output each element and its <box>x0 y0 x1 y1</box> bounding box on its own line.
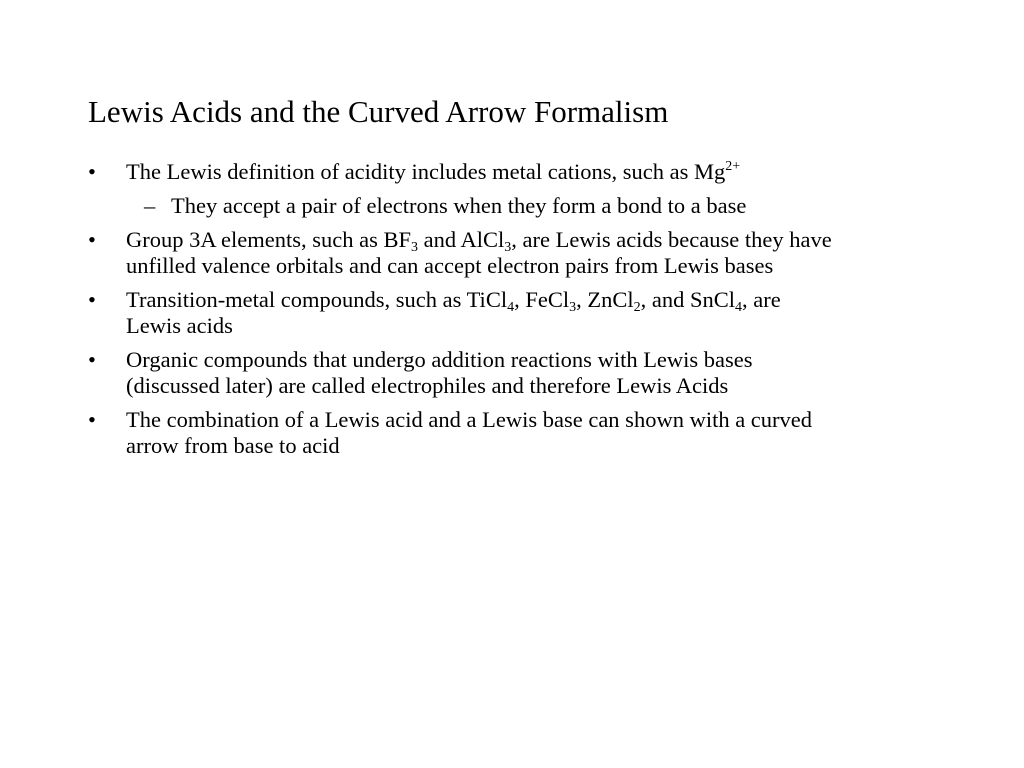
text-run: , are <box>742 287 781 312</box>
text-run: , ZnCl <box>576 287 634 312</box>
superscript: 2+ <box>725 159 741 174</box>
sub-bullet-marker: – <box>144 193 156 218</box>
bullet-marker: • <box>88 347 96 372</box>
bullet-marker: • <box>88 407 96 432</box>
bullet-line <box>126 253 773 279</box>
bullet-marker: • <box>88 159 96 184</box>
bullet-line <box>126 407 812 433</box>
subscript: 4 <box>735 300 742 315</box>
subscript: 2 <box>633 300 641 315</box>
text-run: The combination of a Lewis acid and a Lewis base can shown with a curved <box>126 407 813 432</box>
bullet-line <box>126 433 340 459</box>
text-run: Group 3A elements, such as BF <box>126 227 411 252</box>
subscript: 4 <box>507 300 515 315</box>
bullet-line <box>126 347 753 373</box>
slide-title: Lewis Acids and the Curved Arrow Formalism <box>88 94 669 129</box>
bullet-line <box>126 313 233 339</box>
text-run: Lewis acids <box>126 313 233 338</box>
text-run: (discussed later) are called electrophiles and therefore Lewis Acids <box>126 373 729 398</box>
text-run: Organic compounds that undergo addition reactions with Lewis bases <box>126 347 753 372</box>
text-run: and AlCl <box>417 227 505 252</box>
subscript: 3 <box>569 300 577 315</box>
text-run: , and SnCl <box>640 287 735 312</box>
bullet-line <box>126 227 832 253</box>
text-run: Transition-metal compounds, such as TiCl <box>126 287 508 312</box>
text-run: The Lewis definition of acidity includes metal cations, such as Mg <box>126 159 726 184</box>
bullet-marker: • <box>88 287 96 312</box>
text-run: arrow from base to acid <box>126 433 340 458</box>
subscript: 3 <box>504 240 512 255</box>
subscript: 3 <box>410 240 418 255</box>
bullet-line <box>126 159 740 185</box>
text-run: , FeCl <box>514 287 570 312</box>
bullet-line <box>126 287 781 313</box>
sub-bullet-line: They accept a pair of electrons when they form a bond to a base <box>171 193 747 218</box>
bullet-line <box>126 373 728 399</box>
text-run: unfilled valence orbitals and can accept electron pairs from Lewis bases <box>126 253 774 278</box>
text-run: , are Lewis acids because they have <box>511 227 832 252</box>
bullet-marker: • <box>88 227 96 252</box>
